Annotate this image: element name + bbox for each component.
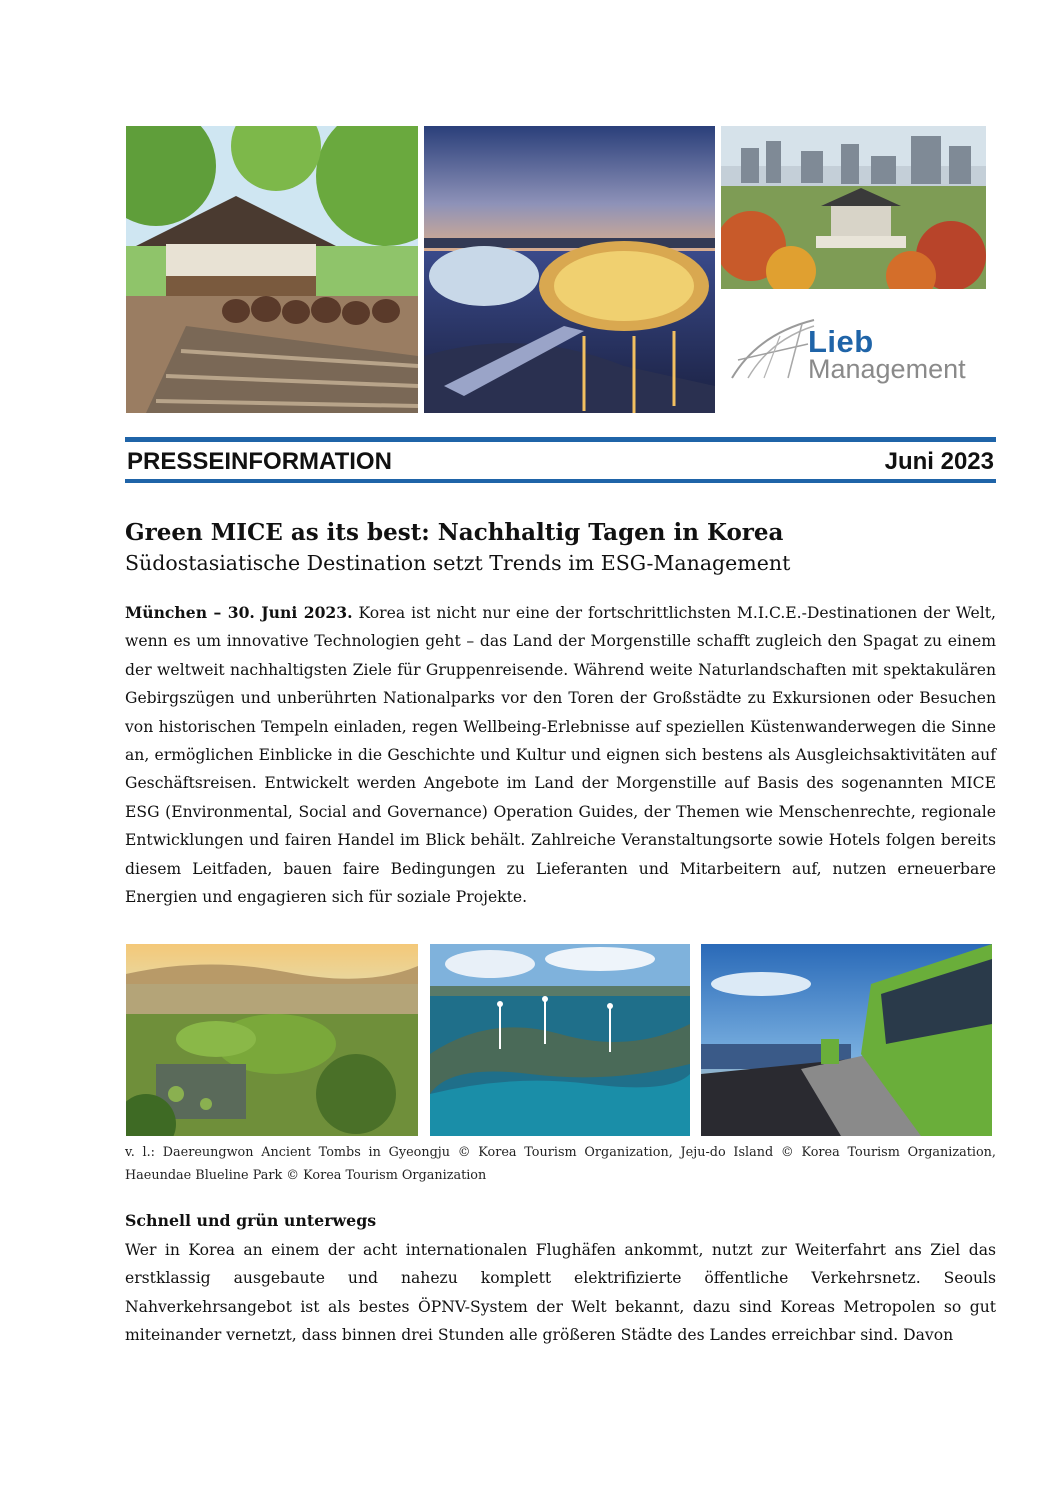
photo-caption: v. l.: Daereungwon Ancient Tombs in Gyeongju © Korea Tourism Organization, Jeju-do Island © Korea Tourism Organization, Haeundae Blueline Park © Korea Tourism Organization	[125, 1145, 996, 1183]
photo-floating-island-night	[424, 126, 715, 413]
logo-text-management: Management	[808, 354, 966, 384]
photo-blueline-park-train	[701, 944, 992, 1136]
logo-text-lieb: Lieb	[808, 324, 874, 359]
dateline: München – 30. Juni 2023.	[125, 603, 353, 622]
logo-swoosh-icon	[728, 314, 816, 382]
headline: Green MICE as its best: Nachhaltig Tagen in Korea	[125, 519, 784, 546]
section-heading: Schnell und grün unterwegs	[125, 1211, 377, 1230]
photo-jeju-island	[430, 944, 690, 1136]
date-label: Juni 2023	[884, 448, 994, 475]
section-paragraph: Wer in Korea an einem der acht internationalen Flughäfen ankommt, nutzt zur Weiterfahrt ans Ziel das erstklassig ausgebaute und nahezu komplett elektrifizierte öffentliche Verkehrsnetz. Seouls Nahverkehrsangebot ist als bestes ÖPNV-System der Welt bekannt, dazu sind Koreas Metropolen so gut miteinander vernetzt, dass binnen drei Stunden alle größeren Städte des Landes erreichbar sind. Davon	[125, 1241, 996, 1345]
press-info-label: PRESSEINFORMATION	[127, 448, 392, 475]
photo-hanok-village	[126, 126, 418, 413]
header-top-rule	[125, 437, 996, 442]
subheadline: Südostasiatische Destination setzt Trends im ESG-Management	[125, 551, 791, 575]
lead-text: Korea ist nicht nur eine der fortschrittlichsten M.I.C.E.-Destinationen der Welt, wenn es um innovative Technologien geht – das Land der Morgenstille schafft zugleich den Spagat zu einem der weltweit nachhaltigsten Ziele für Gruppenreisende. Während weite Naturlandschaften mit spektakulären Gebirgszügen und unberührten Nationalparks vor den Toren der Großstädte zu Exkursionen oder Besuchen von historischen Tempeln einladen, regen Wellbeing-Erlebnisse auf speziellen Küstenwanderwegen die Sinne an, ermöglichen Einblicke in die Geschichte und Kultur und eignen sich bestens als Ausgleichsaktivitäten auf Geschäftsreisen. Entwickelt werden Angebote im Land der Morgenstille auf Basis des sogenannten MICE ESG (Environmental, Social and Governance) Operation Guides, der Themen wie Menschenrechte, regionale Entwicklungen und fairen Handel im Blick behält. Zahlreiche Veranstaltungsorte sowie Hotels folgen bereits diesem Leitfaden, bauen faire Bedingungen zu Lieferanten und Mitarbeitern auf, nutzen erneuerbare Energien und engagieren sich für soziale Projekte.	[125, 604, 996, 907]
photo-daereungwon-tombs	[126, 944, 418, 1136]
lead-paragraph	[125, 599, 996, 911]
photo-palace-city	[721, 126, 986, 289]
lieb-management-logo	[722, 300, 987, 410]
header-bottom-rule	[125, 479, 996, 483]
